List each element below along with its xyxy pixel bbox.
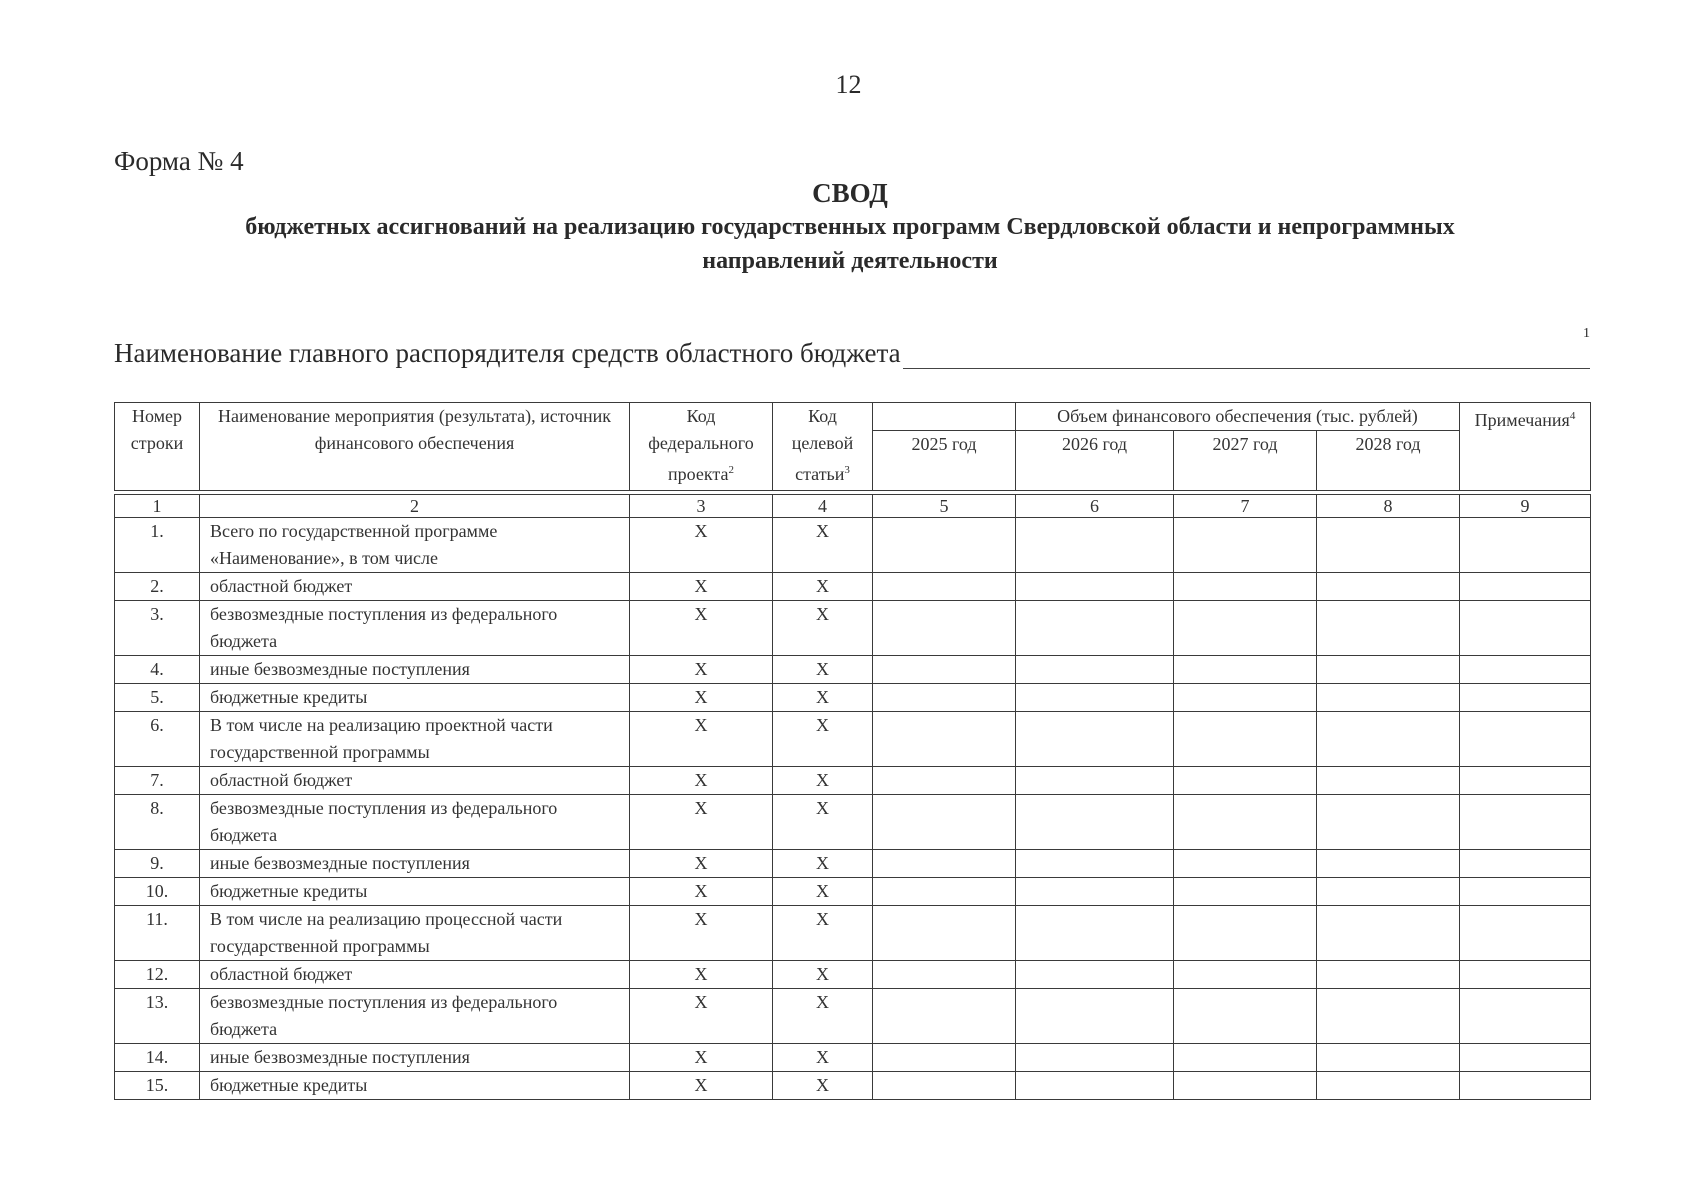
header-year-2028: 2028 год <box>1317 431 1460 491</box>
funding-2028-cell[interactable] <box>1317 573 1460 601</box>
column-numbers-row <box>115 495 1591 518</box>
target-code-cell: X <box>773 712 873 767</box>
row-number-cell: 1. <box>115 518 200 573</box>
table-row <box>115 878 1591 906</box>
federal-code-cell: X <box>630 518 773 573</box>
funding-2025-cell[interactable] <box>873 850 1016 878</box>
row-name-line1: областной бюджет <box>210 770 353 790</box>
row-name-cell <box>200 906 630 961</box>
table-row <box>115 906 1591 961</box>
row-name-cell <box>200 1072 630 1100</box>
row-number-cell: 15. <box>115 1072 200 1100</box>
row-name-line2: бюджета <box>210 1019 278 1039</box>
row-name-cell <box>200 1044 630 1072</box>
table-row <box>115 684 1591 712</box>
header-target-code: Код целевой статьи$^3$ <box>773 403 873 491</box>
row-name-line2: бюджета <box>210 825 278 845</box>
funding-2026-cell[interactable] <box>1016 878 1174 906</box>
funding-2028-cell[interactable] <box>1317 656 1460 684</box>
column-number: 1 <box>115 495 200 518</box>
federal-code-cell: X <box>630 767 773 795</box>
row-name-line1: иные безвозмездные поступления <box>210 853 470 873</box>
row-name-cell <box>200 601 630 656</box>
notes-cell[interactable] <box>1460 850 1591 878</box>
federal-code-cell: X <box>630 573 773 601</box>
funding-2028-cell[interactable] <box>1317 961 1460 989</box>
funding-2026-cell[interactable] <box>1016 767 1174 795</box>
table-row <box>115 601 1591 656</box>
row-name-cell <box>200 795 630 850</box>
column-number: 6 <box>1016 495 1174 518</box>
funding-2026-cell[interactable] <box>1016 684 1174 712</box>
funding-2025-cell[interactable] <box>873 1044 1016 1072</box>
federal-code-cell: X <box>630 601 773 656</box>
header-funding-empty <box>873 403 1016 431</box>
row-name-line1: Всего по государственной программе <box>210 521 498 541</box>
row-number-cell: 11. <box>115 906 200 961</box>
row-name-cell <box>200 989 630 1044</box>
funding-2026-cell[interactable] <box>1016 1044 1174 1072</box>
row-number-cell: 14. <box>115 1044 200 1072</box>
notes-cell[interactable] <box>1460 1072 1591 1100</box>
federal-code-cell: X <box>630 961 773 989</box>
form-label: Форма № 4 <box>114 146 244 176</box>
row-name-line1: бюджетные кредиты <box>210 687 368 707</box>
funding-2025-cell[interactable] <box>873 601 1016 656</box>
funding-2027-cell[interactable] <box>1174 906 1317 961</box>
funding-2026-cell[interactable] <box>1016 1072 1174 1100</box>
federal-code-cell: X <box>630 795 773 850</box>
column-number: 7 <box>1174 495 1317 518</box>
funding-2026-cell[interactable] <box>1016 518 1174 573</box>
target-code-cell: X <box>773 518 873 573</box>
funding-2027-cell[interactable] <box>1174 1044 1317 1072</box>
manager-footnote: 1 <box>1583 326 1590 341</box>
funding-2028-cell[interactable] <box>1317 795 1460 850</box>
federal-code-cell: X <box>630 850 773 878</box>
funding-2027-cell[interactable] <box>1174 684 1317 712</box>
target-code-cell: X <box>773 767 873 795</box>
funding-2026-cell[interactable] <box>1016 712 1174 767</box>
target-code-cell: X <box>773 878 873 906</box>
notes-cell[interactable] <box>1460 712 1591 767</box>
funding-2025-cell[interactable] <box>873 656 1016 684</box>
funding-2028-cell[interactable] <box>1317 684 1460 712</box>
funding-2027-cell[interactable] <box>1174 1072 1317 1100</box>
row-number-cell: 12. <box>115 961 200 989</box>
row-number-cell: 9. <box>115 850 200 878</box>
federal-code-cell: X <box>630 684 773 712</box>
table-row <box>115 961 1591 989</box>
funding-2025-cell[interactable] <box>873 1072 1016 1100</box>
target-code-cell: X <box>773 989 873 1044</box>
row-name-cell <box>200 656 630 684</box>
funding-2027-cell[interactable] <box>1174 878 1317 906</box>
table-row <box>115 712 1591 767</box>
manager-blank-line[interactable] <box>903 341 1590 369</box>
table-body <box>115 518 1591 1100</box>
funding-2027-cell[interactable] <box>1174 795 1317 850</box>
table-row <box>115 656 1591 684</box>
row-number-cell: 8. <box>115 795 200 850</box>
header-notes: Примечания$^4$ <box>1460 403 1591 491</box>
row-name-line1: областной бюджет <box>210 576 353 596</box>
funding-2025-cell[interactable] <box>873 767 1016 795</box>
funding-2026-cell[interactable] <box>1016 573 1174 601</box>
row-name-cell <box>200 712 630 767</box>
funding-2027-cell[interactable] <box>1174 712 1317 767</box>
funding-2026-cell[interactable] <box>1016 850 1174 878</box>
row-name-line2: «Наименование», в том числе <box>210 548 438 568</box>
notes-cell[interactable] <box>1460 601 1591 656</box>
notes-cell[interactable] <box>1460 573 1591 601</box>
federal-code-cell: X <box>630 1072 773 1100</box>
funding-2025-cell[interactable] <box>873 684 1016 712</box>
row-name-line2: государственной программы <box>210 936 430 956</box>
funding-2026-cell[interactable] <box>1016 961 1174 989</box>
funding-2028-cell[interactable] <box>1317 989 1460 1044</box>
table-row <box>115 518 1591 573</box>
notes-cell[interactable] <box>1460 767 1591 795</box>
notes-cell[interactable] <box>1460 906 1591 961</box>
funding-2028-cell[interactable] <box>1317 1072 1460 1100</box>
column-number: 9 <box>1460 495 1591 518</box>
funding-2027-cell[interactable] <box>1174 961 1317 989</box>
funding-2028-cell[interactable] <box>1317 906 1460 961</box>
row-number-cell: 2. <box>115 573 200 601</box>
funding-2026-cell[interactable] <box>1016 906 1174 961</box>
row-name-cell <box>200 850 630 878</box>
notes-cell[interactable] <box>1460 795 1591 850</box>
target-code-cell: X <box>773 906 873 961</box>
funding-2026-cell[interactable] <box>1016 656 1174 684</box>
notes-cell[interactable] <box>1460 1044 1591 1072</box>
header-year-2027: 2027 год <box>1174 431 1317 491</box>
table-row <box>115 989 1591 1044</box>
funding-2025-cell[interactable] <box>873 906 1016 961</box>
column-number: 3 <box>630 495 773 518</box>
row-name-line2: бюджета <box>210 631 278 651</box>
row-number-cell: 3. <box>115 601 200 656</box>
row-name-line1: иные безвозмездные поступления <box>210 1047 470 1067</box>
row-name-cell <box>200 573 630 601</box>
funding-2028-cell[interactable] <box>1317 518 1460 573</box>
row-name-line2: государственной программы <box>210 742 430 762</box>
target-code-cell: X <box>773 656 873 684</box>
header-year-2025: 2025 год <box>873 431 1016 491</box>
row-name-cell <box>200 878 630 906</box>
row-number-cell: 10. <box>115 878 200 906</box>
column-number: 8 <box>1317 495 1460 518</box>
funding-2027-cell[interactable] <box>1174 656 1317 684</box>
row-name-line1: В том числе на реализацию проектной части <box>210 715 553 735</box>
funding-2025-cell[interactable] <box>873 518 1016 573</box>
funding-2028-cell[interactable] <box>1317 878 1460 906</box>
federal-code-cell: X <box>630 712 773 767</box>
target-code-cell: X <box>773 795 873 850</box>
notes-cell[interactable] <box>1460 684 1591 712</box>
notes-cell[interactable] <box>1460 989 1591 1044</box>
funding-2025-cell[interactable] <box>873 573 1016 601</box>
target-code-cell: X <box>773 573 873 601</box>
row-name-line1: областной бюджет <box>210 964 353 984</box>
row-number-cell: 6. <box>115 712 200 767</box>
target-code-cell: X <box>773 1072 873 1100</box>
notes-cell[interactable] <box>1460 961 1591 989</box>
column-number: 4 <box>773 495 873 518</box>
funding-2027-cell[interactable] <box>1174 850 1317 878</box>
notes-cell[interactable] <box>1460 656 1591 684</box>
row-name-cell <box>200 767 630 795</box>
table-row <box>115 1044 1591 1072</box>
funding-2027-cell[interactable] <box>1174 518 1317 573</box>
federal-code-cell: X <box>630 1044 773 1072</box>
funding-2028-cell[interactable] <box>1317 712 1460 767</box>
header-row-number: Номер строки <box>115 403 200 491</box>
row-name-line1: иные безвозмездные поступления <box>210 659 470 679</box>
row-number-cell: 5. <box>115 684 200 712</box>
header-name: Наименование мероприятия (результата), источник финансового обеспечения <box>200 403 630 491</box>
funding-2028-cell[interactable] <box>1317 850 1460 878</box>
funding-2025-cell[interactable] <box>873 712 1016 767</box>
row-name-cell <box>200 961 630 989</box>
page-number: 12 <box>835 70 862 99</box>
title-main: СВОД <box>812 178 888 208</box>
target-code-cell: X <box>773 684 873 712</box>
column-number: 2 <box>200 495 630 518</box>
title-subtitle-line2: направлений деятельности <box>702 248 998 274</box>
federal-code-cell: X <box>630 656 773 684</box>
row-number-cell: 13. <box>115 989 200 1044</box>
target-code-cell: X <box>773 961 873 989</box>
manager-field <box>114 326 1590 369</box>
federal-code-cell: X <box>630 878 773 906</box>
manager-label: Наименование главного распорядителя средств областного бюджета <box>114 338 901 368</box>
document-title <box>110 176 1590 278</box>
title-subtitle-line1: бюджетных ассигнований на реализацию государственных программ Свердловской области и непрограммных <box>245 214 1455 240</box>
row-number-cell: 7. <box>115 767 200 795</box>
federal-code-cell: X <box>630 906 773 961</box>
funding-2028-cell[interactable] <box>1317 601 1460 656</box>
funding-2027-cell[interactable] <box>1174 767 1317 795</box>
row-name-cell <box>200 518 630 573</box>
row-name-line1: безвозмездные поступления из федерального <box>210 604 558 624</box>
table-row <box>115 573 1591 601</box>
funding-2025-cell[interactable] <box>873 795 1016 850</box>
funding-2028-cell[interactable] <box>1317 1044 1460 1072</box>
row-name-line1: бюджетные кредиты <box>210 1075 368 1095</box>
target-code-cell: X <box>773 1044 873 1072</box>
row-name-line1: безвозмездные поступления из федерального <box>210 798 558 818</box>
federal-code-cell: X <box>630 989 773 1044</box>
appropriations-table <box>114 402 1591 1100</box>
funding-2025-cell[interactable] <box>873 961 1016 989</box>
column-number: 5 <box>873 495 1016 518</box>
notes-cell[interactable] <box>1460 878 1591 906</box>
funding-2027-cell[interactable] <box>1174 573 1317 601</box>
table-row <box>115 850 1591 878</box>
row-name-line1: бюджетные кредиты <box>210 881 368 901</box>
table-row <box>115 767 1591 795</box>
row-name-line1: безвозмездные поступления из федерального <box>210 992 558 1012</box>
funding-2025-cell[interactable] <box>873 878 1016 906</box>
funding-2026-cell[interactable] <box>1016 795 1174 850</box>
funding-2028-cell[interactable] <box>1317 767 1460 795</box>
row-name-line1: В том числе на реализацию процессной части <box>210 909 563 929</box>
target-code-cell: X <box>773 601 873 656</box>
row-number-cell: 4. <box>115 656 200 684</box>
header-funding-group: Объем финансового обеспечения (тыс. рублей) <box>1016 403 1460 431</box>
table-row <box>115 1072 1591 1100</box>
funding-2027-cell[interactable] <box>1174 601 1317 656</box>
funding-2027-cell[interactable] <box>1174 989 1317 1044</box>
funding-2026-cell[interactable] <box>1016 601 1174 656</box>
funding-2025-cell[interactable] <box>873 989 1016 1044</box>
header-year-2026: 2026 год <box>1016 431 1174 491</box>
table-row <box>115 795 1591 850</box>
target-code-cell: X <box>773 850 873 878</box>
header-federal-code: Код федерального проекта$^2$ <box>630 403 773 491</box>
row-name-cell <box>200 684 630 712</box>
funding-2026-cell[interactable] <box>1016 989 1174 1044</box>
notes-cell[interactable] <box>1460 518 1591 573</box>
